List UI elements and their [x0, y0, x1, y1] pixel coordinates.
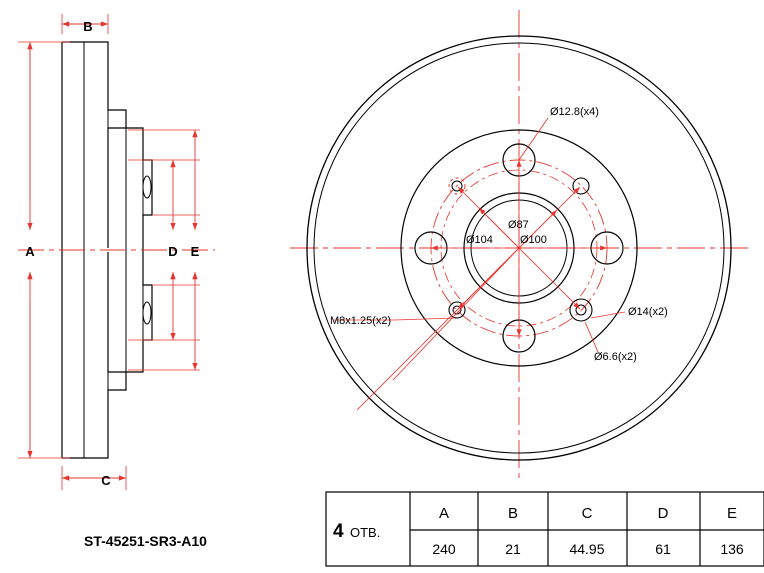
table-value-A: 240 — [432, 541, 456, 557]
table-header-E: E — [726, 505, 738, 522]
dim-label-A: A — [25, 244, 35, 259]
callout-small-hole-diameter: Ø6.6(x2) — [594, 351, 637, 363]
table-value-E: 136 — [720, 541, 744, 557]
dim-label-D: D — [168, 244, 178, 259]
holes-word: ОТВ. — [350, 525, 381, 540]
dim-label-C: C — [101, 473, 111, 488]
table-header-C: C — [581, 505, 593, 522]
table-header-B: B — [507, 505, 519, 522]
table-value-C: 44.95 — [569, 541, 605, 557]
dim-label-B: B — [83, 19, 93, 34]
callout-hub-bore-diameter: Ø87 — [508, 219, 529, 231]
callout-bolt-hole-diameter: Ø12.8(x4) — [550, 106, 599, 118]
dim-label-E: E — [190, 244, 200, 259]
spec-table — [326, 492, 764, 566]
callout-bolt-circle-inner: Ø100 — [520, 234, 547, 246]
holes-count: 4 — [333, 521, 344, 542]
table-header-A: A — [438, 505, 450, 522]
part-number: ST-45251-SR3-A10 — [84, 533, 207, 549]
front-face-view — [290, 10, 752, 480]
table-value-D: 61 — [655, 541, 671, 557]
callout-locating-hole-diameter: Ø14(x2) — [628, 306, 668, 318]
callout-thread-spec: M8x1.25(x2) — [330, 315, 392, 327]
side-section-view — [18, 14, 215, 490]
table-value-B: 21 — [505, 541, 521, 557]
callout-bolt-circle-outer: Ø104 — [466, 234, 493, 246]
table-header-D: D — [657, 505, 669, 522]
